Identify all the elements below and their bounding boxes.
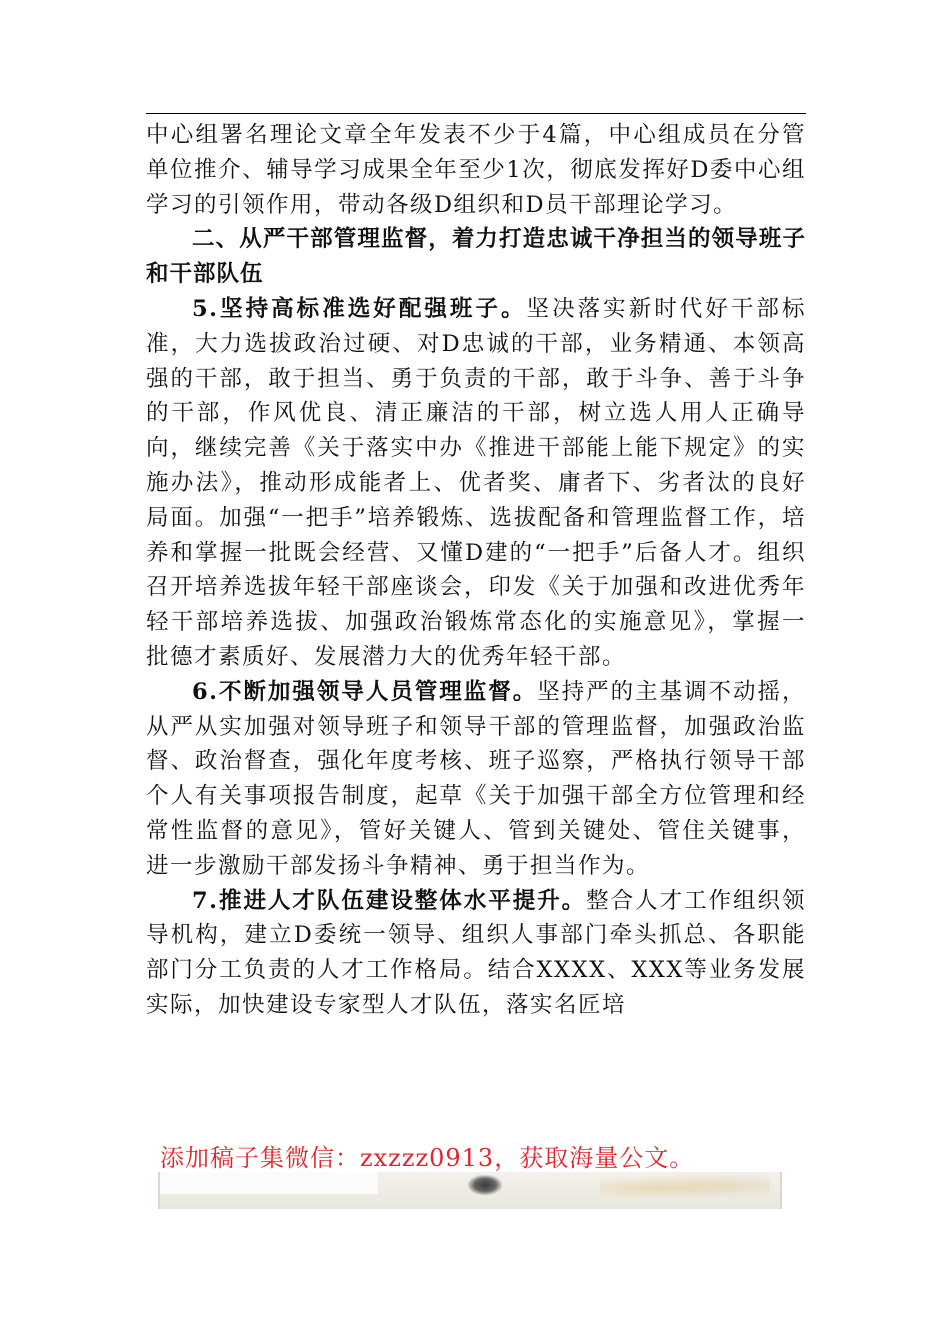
item-lead-7: 7.推进人才队伍建设整体水平提升。 [192,887,587,914]
section-heading: 二、从严干部管理监督，着力打造忠诚干净担当的领导班子和干部队伍 [146,226,806,288]
item-paragraph-5 [146,292,806,675]
item-lead-6: 6.不断加强领导人员管理监督。 [192,678,538,705]
footer-image-band [160,1172,378,1194]
decorative-footer-image [158,1172,782,1209]
watermark-text: 添加稿子集微信：zxzzz0913，获取海量公文。 [160,1144,695,1172]
header-rule [146,113,806,114]
item-paragraph-7 [146,884,806,1023]
document-body [146,118,806,1023]
footer-image-flower [600,1174,770,1202]
item-text-6: 坚持严的主基调不动摇，从严从实加强对领导班子和领导干部的管理监督，加强政治监督、政治督查，强化年度考核、班子巡察，严格执行领导干部个人有关事项报告制度，起草《关于加强干部全方位管理和经常性监督的意见》，管好关键人、管到关键处、管住关键事，进一步激励干部发扬斗争精神、勇于担当作为。 [146,678,806,879]
item-text-7: 整合人才工作组织领导机构，建立D委统一领导、组织人事部门牵头抓总、各职能部门分工负责的人才工作格局。结合XXXX、XXX等业务发展实际，加快建设专家型人才队伍，落实名匠培 [146,887,806,1018]
footer-image-ink-blot [468,1175,502,1195]
item-text-5: 坚决落实新时代好干部标准，大力选拔政治过硬、对D忠诚的干部，业务精通、本领高强的干部，敢于担当、勇于负责的干部，敢于斗争、善于斗争的干部，作风优良、清正廉洁的干部，树立选人用人正确导向，继续完善《关于落实中办《推进干部能上能下规定》的实施办法》，推动形成能者上、优者奖、庸者下、劣者汰的良好局面。加强“一把手”培养锻炼、选拔配备和管理监督工作，培养和掌握一批既会经营、又懂D建的“一把手”后备人才。组织召开培养选拔年轻干部座谈会，印发《关于加强和改进优秀年轻干部培养选拔、加强政治锻炼常态化的实施意见》，掌握一批德才素质好、发展潜力大的优秀年轻干部。 [146,295,806,670]
continued-paragraph: 中心组署名理论文章全年发表不少于4篇，中心组成员在分管单位推介、辅导学习成果全年至少1次，彻底发挥好D委中心组学习的引领作用，带动各级D组织和D员干部理论学习。 [146,122,806,218]
item-lead-5: 5.坚持高标准选好配强班子。 [192,295,527,322]
item-paragraph-6 [146,675,806,884]
